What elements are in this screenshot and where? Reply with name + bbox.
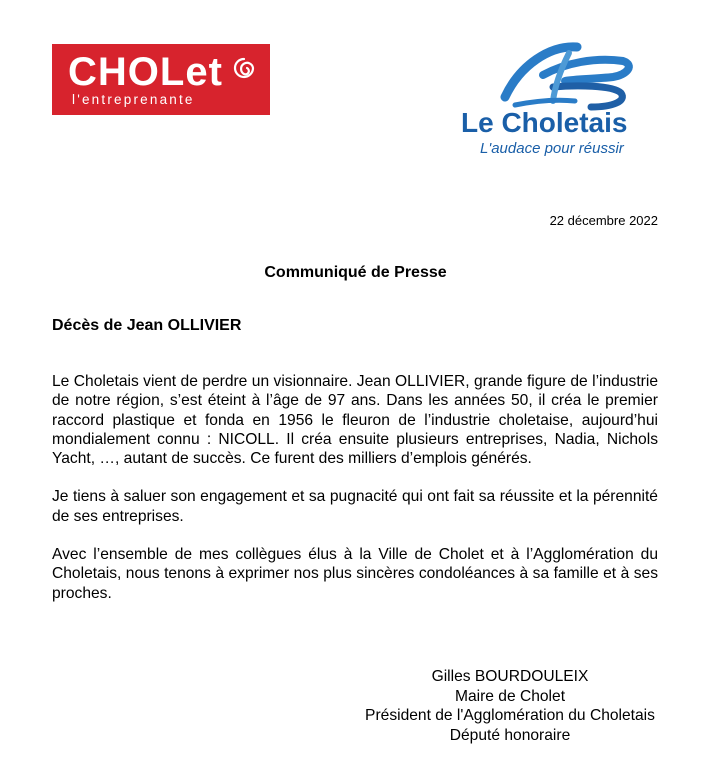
choletais-logo <box>455 35 667 160</box>
body-paragraph-2: Je tiens à saluer son engagement et sa pugnacité qui ont fait sa réussite et la pérennité de ses entreprises. <box>52 488 658 525</box>
body-paragraph-1: Le Choletais vient de perdre un visionnaire. Jean OLLIVIER, grande figure de l’industrie de notre région, s’est éteint à l’âge de 97 ans. Dans les années 50, il créa le premier raccord plastique et fonda en 1956 le fleuron de l’industrie choletaise, aujourd’hui mondialement connu : NICOLL. Il créa ensuite plusieurs entreprises, Nadia, Nichols Yacht, …, autant de succès. Ce furent des milliers d’emplois générés. <box>52 373 658 468</box>
cholet-logo <box>52 44 270 115</box>
signature-role-president: Président de l'Agglomération du Choletais <box>365 707 655 725</box>
choletais-logo-slogan: L'audace pour réussir <box>480 140 624 157</box>
cholet-logo-tagline: l'entreprenante <box>72 92 195 107</box>
document-body <box>52 372 658 622</box>
cholet-logo-wordmark: CHOLet <box>68 50 223 94</box>
choletais-emblem-icon <box>495 35 635 115</box>
signature-name: Gilles BOURDOULEIX <box>431 668 589 685</box>
document-date: 22 décembre 2022 <box>549 213 658 228</box>
swirl-icon <box>232 56 256 80</box>
signature-role-mayor: Maire de Cholet <box>454 687 566 705</box>
signature-block <box>345 667 675 745</box>
choletais-logo-name: Le Choletais <box>461 107 628 138</box>
page-title: Communiqué de Presse <box>264 264 447 281</box>
document-subject: Décès de Jean OLLIVIER <box>52 317 242 334</box>
body-paragraph-3: Avec l’ensemble de mes collègues élus à la Ville de Cholet et à l’Agglomération du Choletais, nous tenons à exprimer nos plus sincères condoléances à sa famille et à ses proches. <box>52 546 658 602</box>
signature-role-deputy: Député honoraire <box>449 726 571 744</box>
